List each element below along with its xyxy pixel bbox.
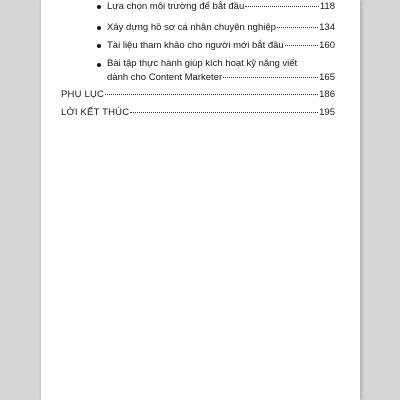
bullet-icon (97, 44, 101, 48)
dot-leader (245, 6, 319, 7)
toc-section-page: 195 (319, 107, 335, 118)
toc-entry (107, 39, 335, 52)
toc-section-title: LỜI KẾT THÚC (61, 107, 130, 118)
toc-entry-title: Xây dựng hồ sơ cá nhân chuyên nghiệp (107, 22, 276, 33)
bullet-icon (97, 63, 101, 67)
toc-entry (107, 21, 335, 34)
toc-entry-title: Tài liệu tham khảo cho người mới bắt đầu (107, 40, 284, 51)
dot-leader (285, 45, 318, 46)
bullet-icon (97, 26, 101, 30)
toc-entry-page: 118 (319, 1, 335, 12)
toc-entry-page: 134 (319, 22, 335, 33)
toc-entry-page: 160 (319, 40, 335, 51)
book-page (41, 0, 360, 400)
bullet-icon (97, 5, 101, 9)
dot-leader (277, 27, 318, 28)
toc-section-title: PHỤ LỤC (61, 89, 105, 100)
toc-section (61, 106, 335, 119)
toc-section-page: 186 (319, 89, 335, 100)
toc-entry (107, 0, 335, 13)
dot-leader (105, 94, 318, 95)
toc-entry-title-line1: Bài tập thực hành giúp kích hoạt kỹ năng viết (107, 58, 298, 69)
toc-entry-title-line2: dành cho Content Marketer (107, 72, 223, 83)
toc-entry-page: 165 (319, 72, 335, 83)
dot-leader (130, 112, 318, 113)
dot-leader (223, 77, 318, 78)
toc-section (61, 88, 335, 101)
toc-entry-title: Lựa chọn môi trường để bắt đầu (107, 1, 245, 12)
toc-entry (107, 71, 335, 84)
